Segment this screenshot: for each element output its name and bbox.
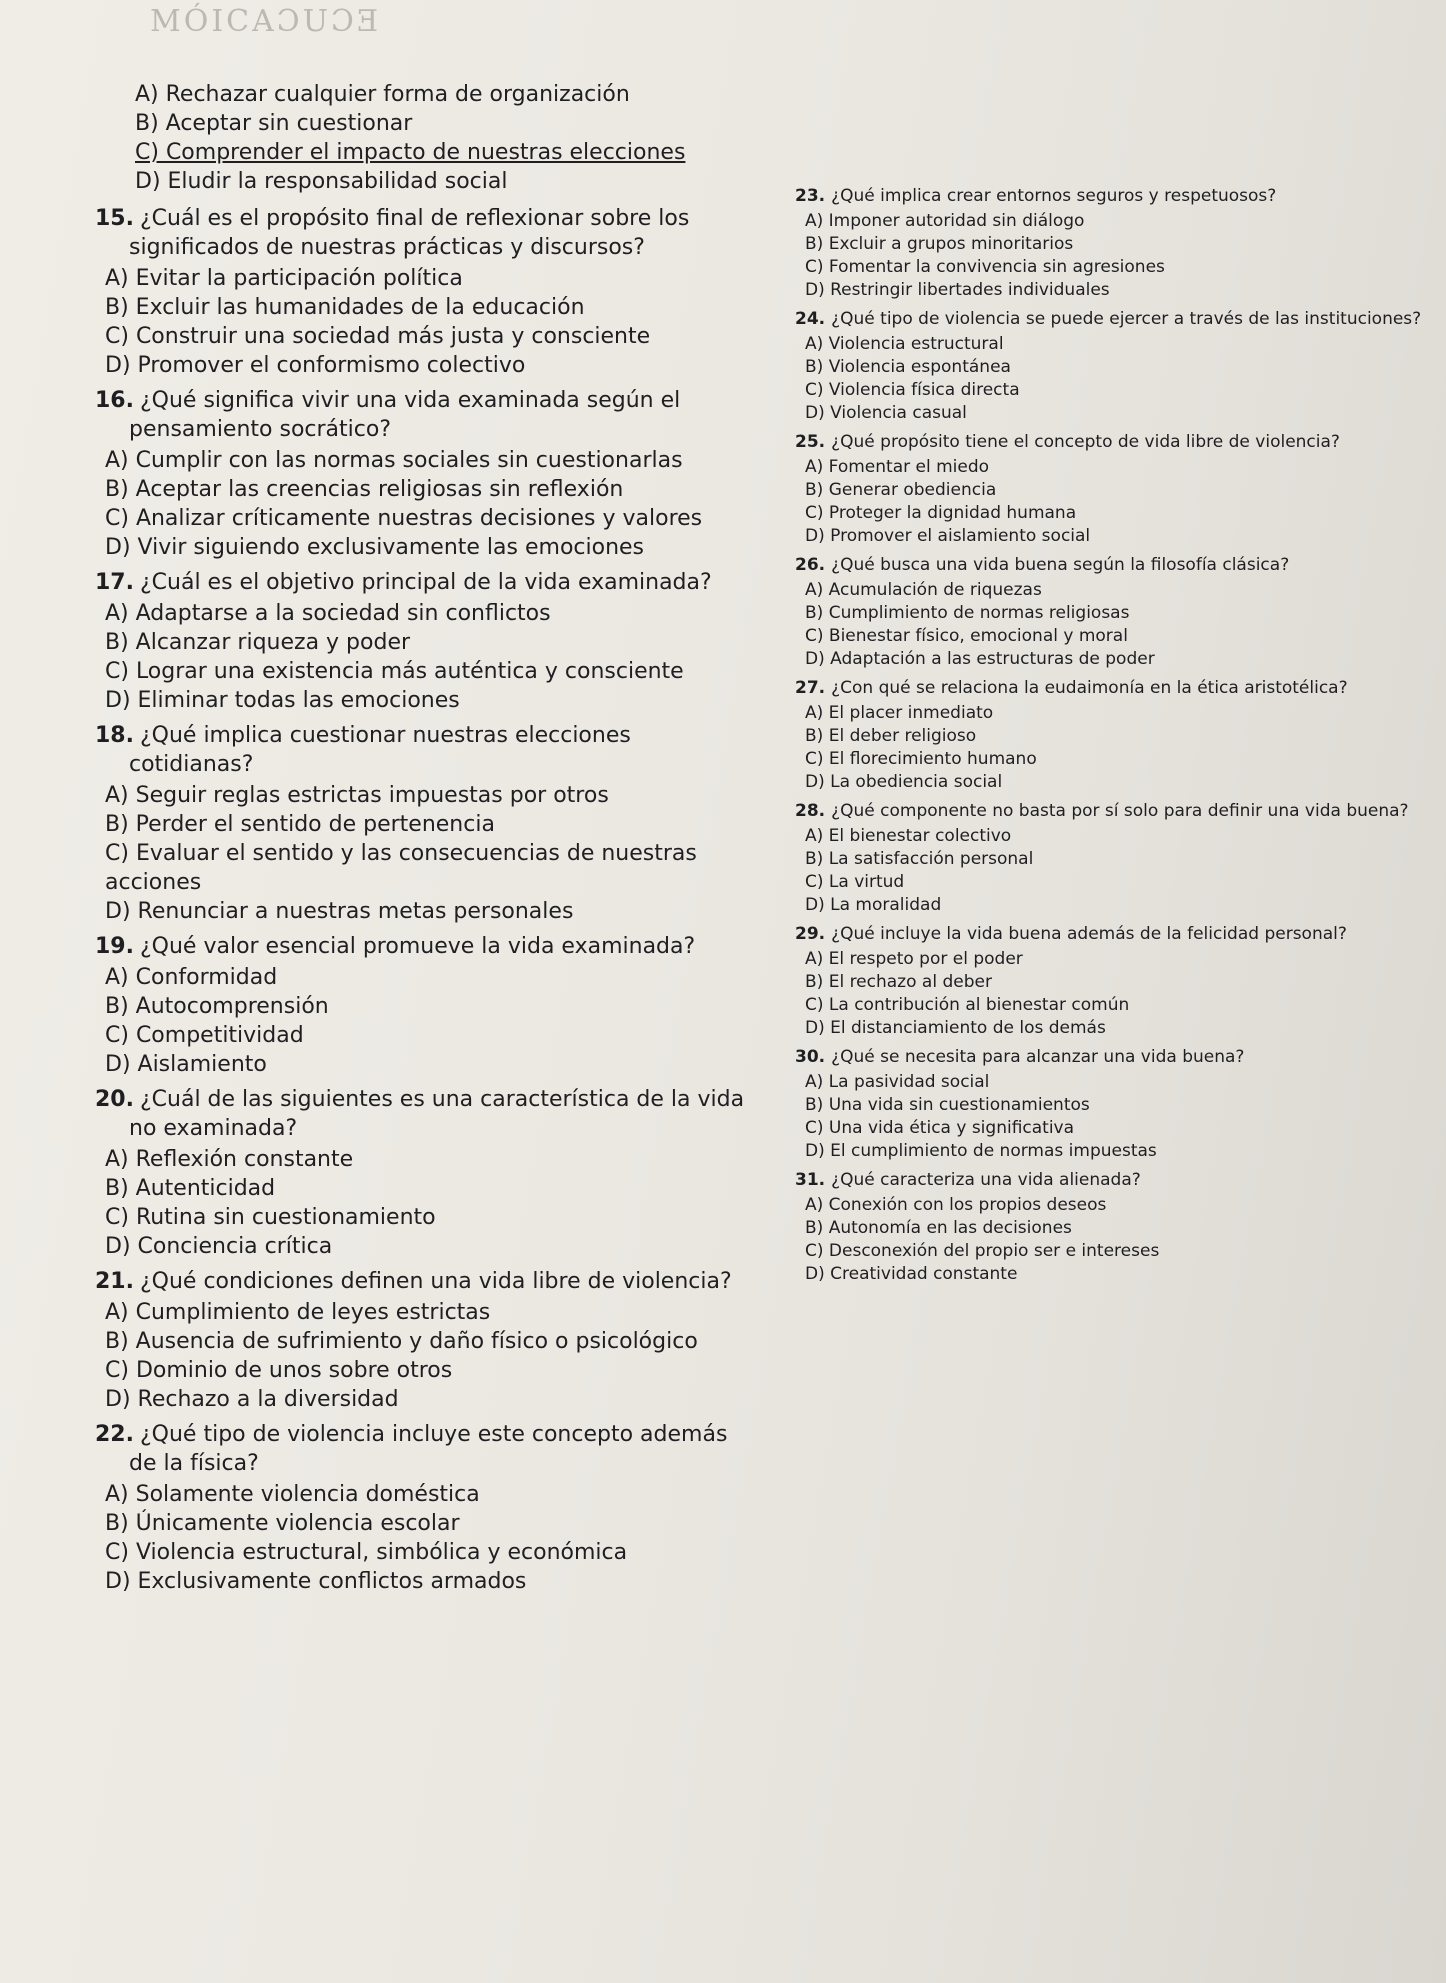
question-number: 28. xyxy=(795,801,826,821)
option: D) Promover el aislamiento social xyxy=(805,526,1091,546)
option: A) Cumplimiento de leyes estrictas xyxy=(105,1300,491,1325)
question-number: 23. xyxy=(795,186,826,206)
option: C) Desconexión del propio ser e intereses xyxy=(805,1241,1160,1261)
question-number: 26. xyxy=(795,555,826,575)
option: A) El respeto por el poder xyxy=(805,949,1023,969)
option-list xyxy=(795,948,1425,1040)
question-number: 25. xyxy=(795,432,826,452)
question-text xyxy=(795,923,1425,946)
option: A) Acumulación de riquezas xyxy=(805,580,1042,600)
option: C) Competitividad xyxy=(105,1023,304,1048)
question-text xyxy=(95,721,755,779)
question xyxy=(795,431,1425,548)
question-text xyxy=(95,386,755,444)
option: A) Reflexión constante xyxy=(105,1147,354,1172)
option-list xyxy=(95,1480,755,1596)
question-number: 24. xyxy=(795,309,826,329)
option: A) Rechazar cualquier forma de organización xyxy=(135,82,630,107)
option: B) Cumplimiento de normas religiosas xyxy=(805,603,1130,623)
question-text xyxy=(795,554,1425,577)
option: A) El placer inmediato xyxy=(805,703,994,723)
option-list xyxy=(95,264,755,380)
question-prompt: ¿Qué valor esencial promueve la vida examinada? xyxy=(139,934,696,959)
option: C) Proteger la dignidad humana xyxy=(805,503,1077,523)
option: C) Dominio de unos sobre otros xyxy=(105,1358,453,1383)
faded-header-mark: MÓICAƆUƆƎ xyxy=(150,4,382,39)
option-list xyxy=(95,1145,755,1261)
question-number: 29. xyxy=(795,924,826,944)
option-list xyxy=(95,599,755,715)
option: A) Seguir reglas estrictas impuestas por otros xyxy=(105,783,609,808)
option: B) Alcanzar riqueza y poder xyxy=(105,630,411,655)
question xyxy=(95,932,755,1079)
question-prompt: ¿Cuál es el propósito final de reflexionar sobre los significados de nuestras prácticas y discursos? xyxy=(129,206,690,260)
question xyxy=(795,923,1425,1040)
question-prompt: ¿Qué significa vivir una vida examinada según el pensamiento socrático? xyxy=(129,388,681,442)
option: D) Violencia casual xyxy=(805,403,967,423)
option-underlined: C) Comprender el impacto de nuestras elecciones xyxy=(135,140,686,165)
option-list xyxy=(795,579,1425,671)
question-number: 18. xyxy=(95,723,134,748)
option-list xyxy=(795,1194,1425,1286)
option-list xyxy=(795,333,1425,425)
option: C) Violencia estructural, simbólica y económica xyxy=(105,1540,628,1565)
option: D) Exclusivamente conflictos armados xyxy=(105,1569,527,1594)
question-text xyxy=(795,1169,1425,1192)
option: B) Generar obediencia xyxy=(805,480,997,500)
question-text xyxy=(95,204,755,262)
option: C) Una vida ética y significativa xyxy=(805,1118,1075,1138)
option: C) Rutina sin cuestionamiento xyxy=(105,1205,436,1230)
question-prompt: ¿Qué tipo de violencia incluye este concepto además de la física? xyxy=(129,1422,728,1476)
left-question-list xyxy=(95,204,755,1596)
question xyxy=(795,185,1425,302)
option: A) Solamente violencia doméstica xyxy=(105,1482,480,1507)
option-list xyxy=(95,1298,755,1414)
option: B) Perder el sentido de pertenencia xyxy=(105,812,495,837)
option-list xyxy=(795,456,1425,548)
option: D) Promover el conformismo colectivo xyxy=(105,353,526,378)
option: D) Aislamiento xyxy=(105,1052,267,1077)
option-list xyxy=(795,210,1425,302)
option: C) Analizar críticamente nuestras decisiones y valores xyxy=(105,506,703,531)
option: D) Rechazo a la diversidad xyxy=(105,1387,399,1412)
question xyxy=(795,677,1425,794)
option: C) La virtud xyxy=(805,872,905,892)
question xyxy=(795,1046,1425,1163)
question-prompt: ¿Cuál de las siguientes es una característica de la vida no examinada? xyxy=(129,1087,745,1141)
option: B) Violencia espontánea xyxy=(805,357,1011,377)
option: A) Fomentar el miedo xyxy=(805,457,990,477)
question-text xyxy=(95,1267,755,1296)
option-list xyxy=(795,1071,1425,1163)
option: C) Lograr una existencia más auténtica y consciente xyxy=(105,659,684,684)
option: B) Excluir a grupos minoritarios xyxy=(805,234,1074,254)
option: B) Autenticidad xyxy=(105,1176,276,1201)
option: D) La obediencia social xyxy=(805,772,1003,792)
option-list xyxy=(95,446,755,562)
question-text xyxy=(795,431,1425,454)
option: A) Cumplir con las normas sociales sin cuestionarlas xyxy=(105,448,683,473)
question-number: 19. xyxy=(95,934,134,959)
option: B) Autonomía en las decisiones xyxy=(805,1218,1072,1238)
option: A) Evitar la participación política xyxy=(105,266,463,291)
question-text xyxy=(95,568,755,597)
option: D) Vivir siguiendo exclusivamente las emociones xyxy=(105,535,645,560)
continued-options xyxy=(135,80,755,196)
option: C) El florecimiento humano xyxy=(805,749,1037,769)
question-prompt: ¿Con qué se relaciona la eudaimonía en la ética aristotélica? xyxy=(831,678,1348,698)
question-number: 21. xyxy=(95,1269,134,1294)
question-number: 20. xyxy=(95,1087,134,1112)
question-number: 16. xyxy=(95,388,134,413)
question-prompt: ¿Qué incluye la vida buena además de la felicidad personal? xyxy=(831,924,1347,944)
question-number: 22. xyxy=(95,1422,134,1447)
option: B) Aceptar las creencias religiosas sin reflexión xyxy=(105,477,624,502)
right-column xyxy=(795,185,1425,1292)
option-list xyxy=(95,781,755,926)
option: B) Una vida sin cuestionamientos xyxy=(805,1095,1090,1115)
question-prompt: ¿Qué caracteriza una vida alienada? xyxy=(831,1170,1141,1190)
option: A) Conexión con los propios deseos xyxy=(805,1195,1107,1215)
question-text xyxy=(95,1420,755,1478)
question-prompt: ¿Qué componente no basta por sí solo para definir una vida buena? xyxy=(831,801,1409,821)
question-text xyxy=(795,1046,1425,1069)
question-text xyxy=(795,308,1425,331)
question-number: 31. xyxy=(795,1170,826,1190)
option: B) La satisfacción personal xyxy=(805,849,1034,869)
question-number: 15. xyxy=(95,206,134,231)
option: D) El distanciamiento de los demás xyxy=(805,1018,1106,1038)
option: D) Conciencia crítica xyxy=(105,1234,333,1259)
option: B) El rechazo al deber xyxy=(805,972,992,992)
option: D) Creatividad constante xyxy=(805,1264,1018,1284)
option: D) Renunciar a nuestras metas personales xyxy=(105,899,574,924)
option: A) Imponer autoridad sin diálogo xyxy=(805,211,1085,231)
question-prompt: ¿Cuál es el objetivo principal de la vida examinada? xyxy=(139,570,712,595)
question xyxy=(95,1085,755,1261)
question-prompt: ¿Qué tipo de violencia se puede ejercer a través de las instituciones? xyxy=(831,309,1422,329)
option: D) La moralidad xyxy=(805,895,942,915)
question xyxy=(795,800,1425,917)
question xyxy=(795,554,1425,671)
option: D) Restringir libertades individuales xyxy=(805,280,1110,300)
option-list xyxy=(795,825,1425,917)
question xyxy=(795,1169,1425,1286)
question-number: 17. xyxy=(95,570,134,595)
option-list xyxy=(795,702,1425,794)
question xyxy=(95,386,755,562)
option: B) Excluir las humanidades de la educación xyxy=(105,295,585,320)
option: C) Construir una sociedad más justa y consciente xyxy=(105,324,651,349)
question-text xyxy=(795,800,1425,823)
option: D) El cumplimiento de normas impuestas xyxy=(805,1141,1157,1161)
right-question-list xyxy=(795,185,1425,1286)
question xyxy=(795,308,1425,425)
option: C) Evaluar el sentido y las consecuencias de nuestras acciones xyxy=(105,841,697,895)
option-list xyxy=(95,963,755,1079)
question-prompt: ¿Qué implica cuestionar nuestras elecciones cotidianas? xyxy=(129,723,631,777)
question xyxy=(95,1267,755,1414)
option: D) Eliminar todas las emociones xyxy=(105,688,460,713)
question-text xyxy=(795,185,1425,208)
question xyxy=(95,568,755,715)
question xyxy=(95,204,755,380)
option: D) Eludir la responsabilidad social xyxy=(135,169,508,194)
option: D) Adaptación a las estructuras de poder xyxy=(805,649,1155,669)
question-number: 27. xyxy=(795,678,826,698)
question-prompt: ¿Qué propósito tiene el concepto de vida libre de violencia? xyxy=(831,432,1340,452)
option: B) El deber religioso xyxy=(805,726,977,746)
question-text xyxy=(95,1085,755,1143)
question xyxy=(95,1420,755,1596)
option: A) Adaptarse a la sociedad sin conflictos xyxy=(105,601,551,626)
option: C) La contribución al bienestar común xyxy=(805,995,1130,1015)
question-prompt: ¿Qué busca una vida buena según la filosofía clásica? xyxy=(831,555,1290,575)
left-column xyxy=(95,80,755,1602)
question-prompt: ¿Qué condiciones definen una vida libre de violencia? xyxy=(139,1269,732,1294)
question-prompt: ¿Qué se necesita para alcanzar una vida buena? xyxy=(831,1047,1245,1067)
option: B) Autocomprensión xyxy=(105,994,329,1019)
option: A) La pasividad social xyxy=(805,1072,990,1092)
option: B) Aceptar sin cuestionar xyxy=(135,111,413,136)
question-prompt: ¿Qué implica crear entornos seguros y respetuosos? xyxy=(831,186,1277,206)
option: A) El bienestar colectivo xyxy=(805,826,1012,846)
option: C) Violencia física directa xyxy=(805,380,1020,400)
option: B) Ausencia de sufrimiento y daño físico o psicológico xyxy=(105,1329,698,1354)
question-number: 30. xyxy=(795,1047,826,1067)
option: A) Conformidad xyxy=(105,965,278,990)
option: C) Bienestar físico, emocional y moral xyxy=(805,626,1128,646)
option: A) Violencia estructural xyxy=(805,334,1004,354)
option: B) Únicamente violencia escolar xyxy=(105,1511,460,1536)
question-text xyxy=(95,932,755,961)
question xyxy=(95,721,755,926)
option: C) Fomentar la convivencia sin agresiones xyxy=(805,257,1165,277)
question-text xyxy=(795,677,1425,700)
